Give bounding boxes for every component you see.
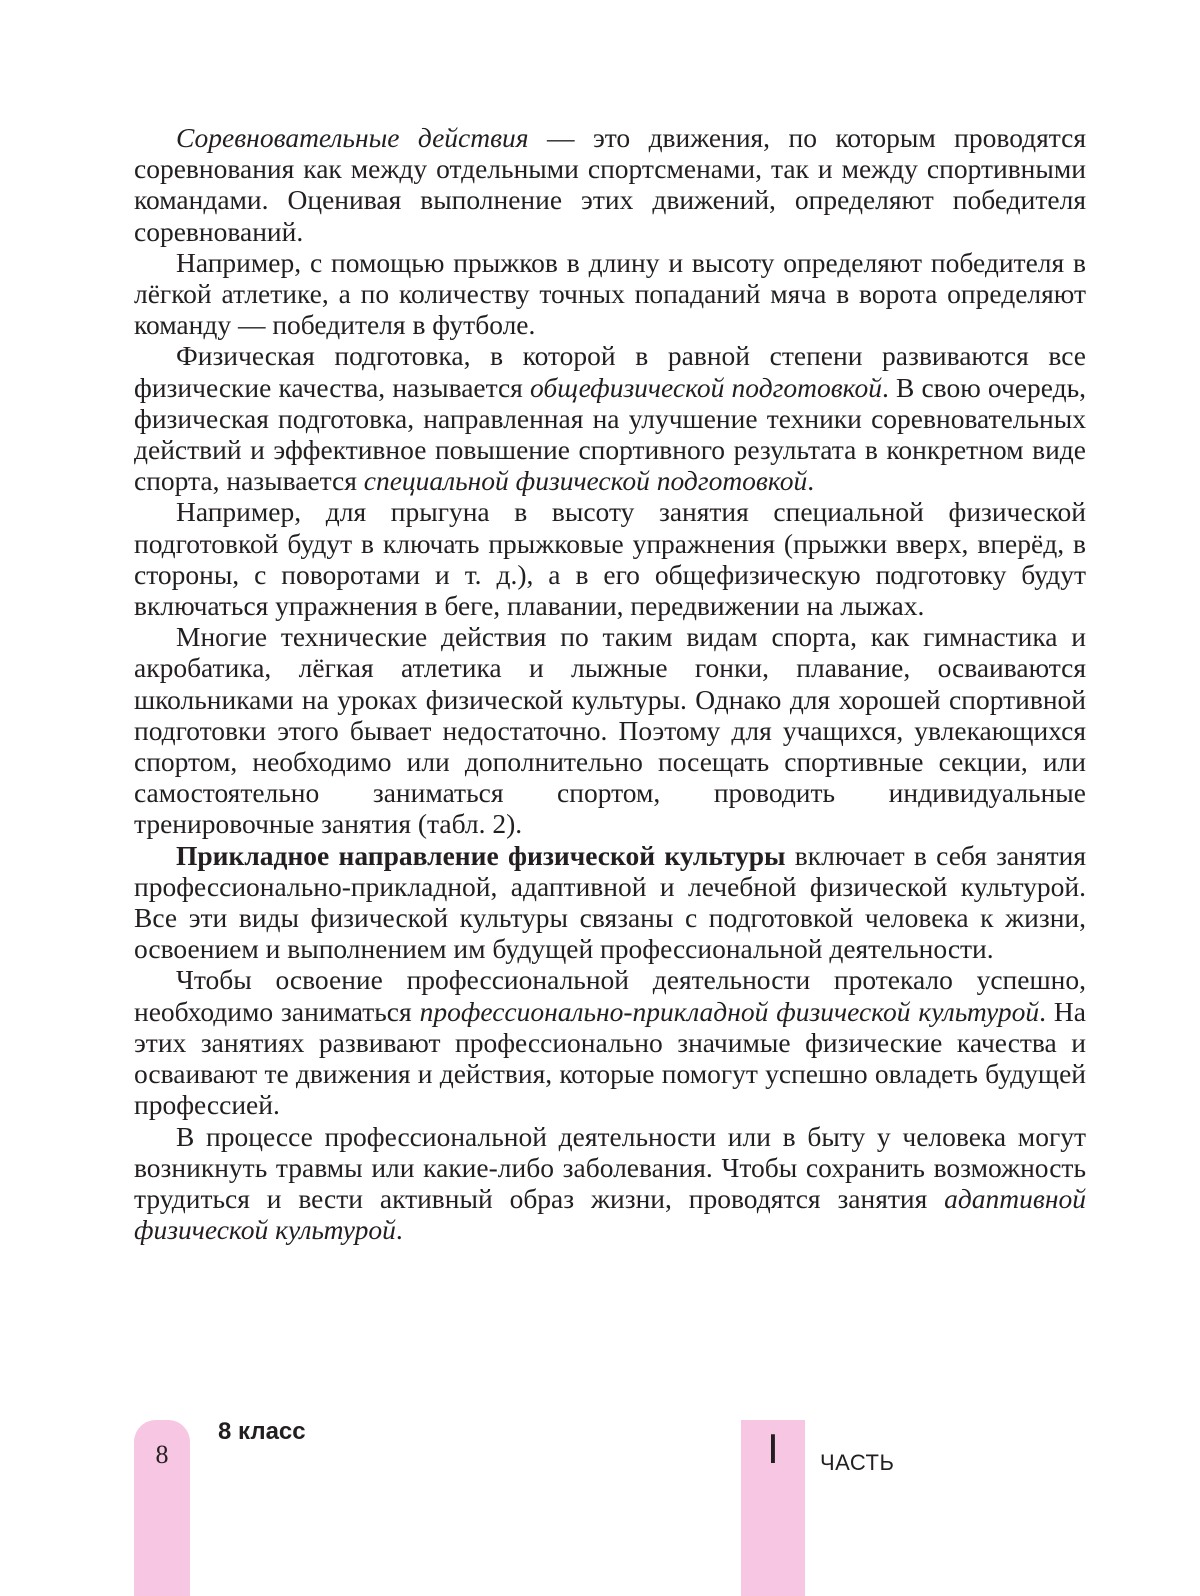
paragraph-text: Например, с помощью прыжков в длину и высоту определяют победителя в лёгкой атлетике, а по количеству точных попаданий мяча в ворота определяют команду — победителя в футболе. <box>134 246 1086 341</box>
paragraph-example-high-jump <box>134 496 1086 621</box>
paragraph-text: . В свою очередь, физическая подготовка, направленная на улучшение техники соревновательных действий и эффективное повышение спортивного результата в конкретном виде спорта, называется <box>134 371 1086 497</box>
part-label: ЧАСТЬ <box>820 1450 895 1475</box>
paragraph-example-athletics <box>134 247 1086 341</box>
grade-label: 8 класс <box>218 1418 306 1445</box>
paragraph-text: Например, для прыгуна в высоту занятия специальной физической подготовкой будут в ключать прыжковые упражнения (прыжки вверх, вперёд, в стороны, с поворотами и т. д.), а в его общефизическую подготовку будут включаться упражнения в беге, плавании, передвижении на лыжах. <box>134 496 1086 622</box>
paragraph-text: Физическая подготовка, в которой в равной степени развиваются все физические качества, называется <box>134 340 1086 403</box>
paragraph-applied-direction <box>134 840 1086 965</box>
term-general-training: общефизической подготовкой <box>529 371 882 403</box>
paragraph-text: Многие технические действия по таким видам спорта, как гимнастика и акробатика, лёгкая атлетика и лыжные гонки, плавание, осваиваются школьниками на уроках физической культуры. Однако для хорошей спортивной подготовки этого бывает недостаточно. Поэтому для учащихся, увлекающихся спортом, необходимо или дополнительно посещать спортивные секции, или самостоятельно заниматься спортом, проводить индивидуальные тренировочные занятия (табл. 2). <box>134 621 1086 840</box>
paragraph-professional-training <box>134 964 1086 1120</box>
term-competitive-actions: Соревновательные действия <box>176 122 529 153</box>
term-adaptive-culture: адаптивной физической культурой <box>134 1182 1086 1246</box>
paragraph-text: . <box>807 465 815 497</box>
page-number: 8 <box>155 1440 169 1469</box>
body-text <box>134 122 1086 1245</box>
paragraph-text: Чтобы освоение профессиональной деятельности протекало успешно, необходимо заниматься <box>134 964 1086 1027</box>
paragraph-text: . <box>395 1214 403 1246</box>
term-professional-applied: профессионально-прикладной физической культурой <box>419 995 1040 1027</box>
paragraph-technical-actions <box>134 621 1086 839</box>
paragraph-adaptive-culture <box>134 1121 1086 1246</box>
paragraph-text: В процессе профессиональной деятельности или в быту у человека могут возникнуть травмы или какие-либо заболевания. Чтобы сохранить возможность трудиться и вести активный образ жизни, проводятся занятия <box>134 1120 1086 1214</box>
paragraph-physical-training <box>134 340 1086 496</box>
term-special-training: специальной физической подготовкой <box>363 465 808 497</box>
paragraph-text: включает в себя занятия профессионально-прикладной, адаптивной и лечебной физической культурой. Все эти виды физической культуры связаны с подготовкой человека к жизни, освоением и выполнением им будущей профессиональной деятельности. <box>134 839 1087 965</box>
paragraph-competitive-actions <box>134 122 1086 247</box>
term-applied-direction: Прикладное направление физической культуры <box>176 839 786 871</box>
part-numeral: I <box>767 1425 779 1472</box>
paragraph-text: — это движения, по которым проводятся соревнования как между отдельными спортсменами, так и между спортивными командами. Оценивая выполнение этих движений, определяют победителя соревнований. <box>134 122 1086 247</box>
paragraph-text: . На этих занятиях развивают профессионально значимые физические качества и осваивают те движения и действия, которые помогут успешно овладеть будущей профессией. <box>134 995 1086 1121</box>
